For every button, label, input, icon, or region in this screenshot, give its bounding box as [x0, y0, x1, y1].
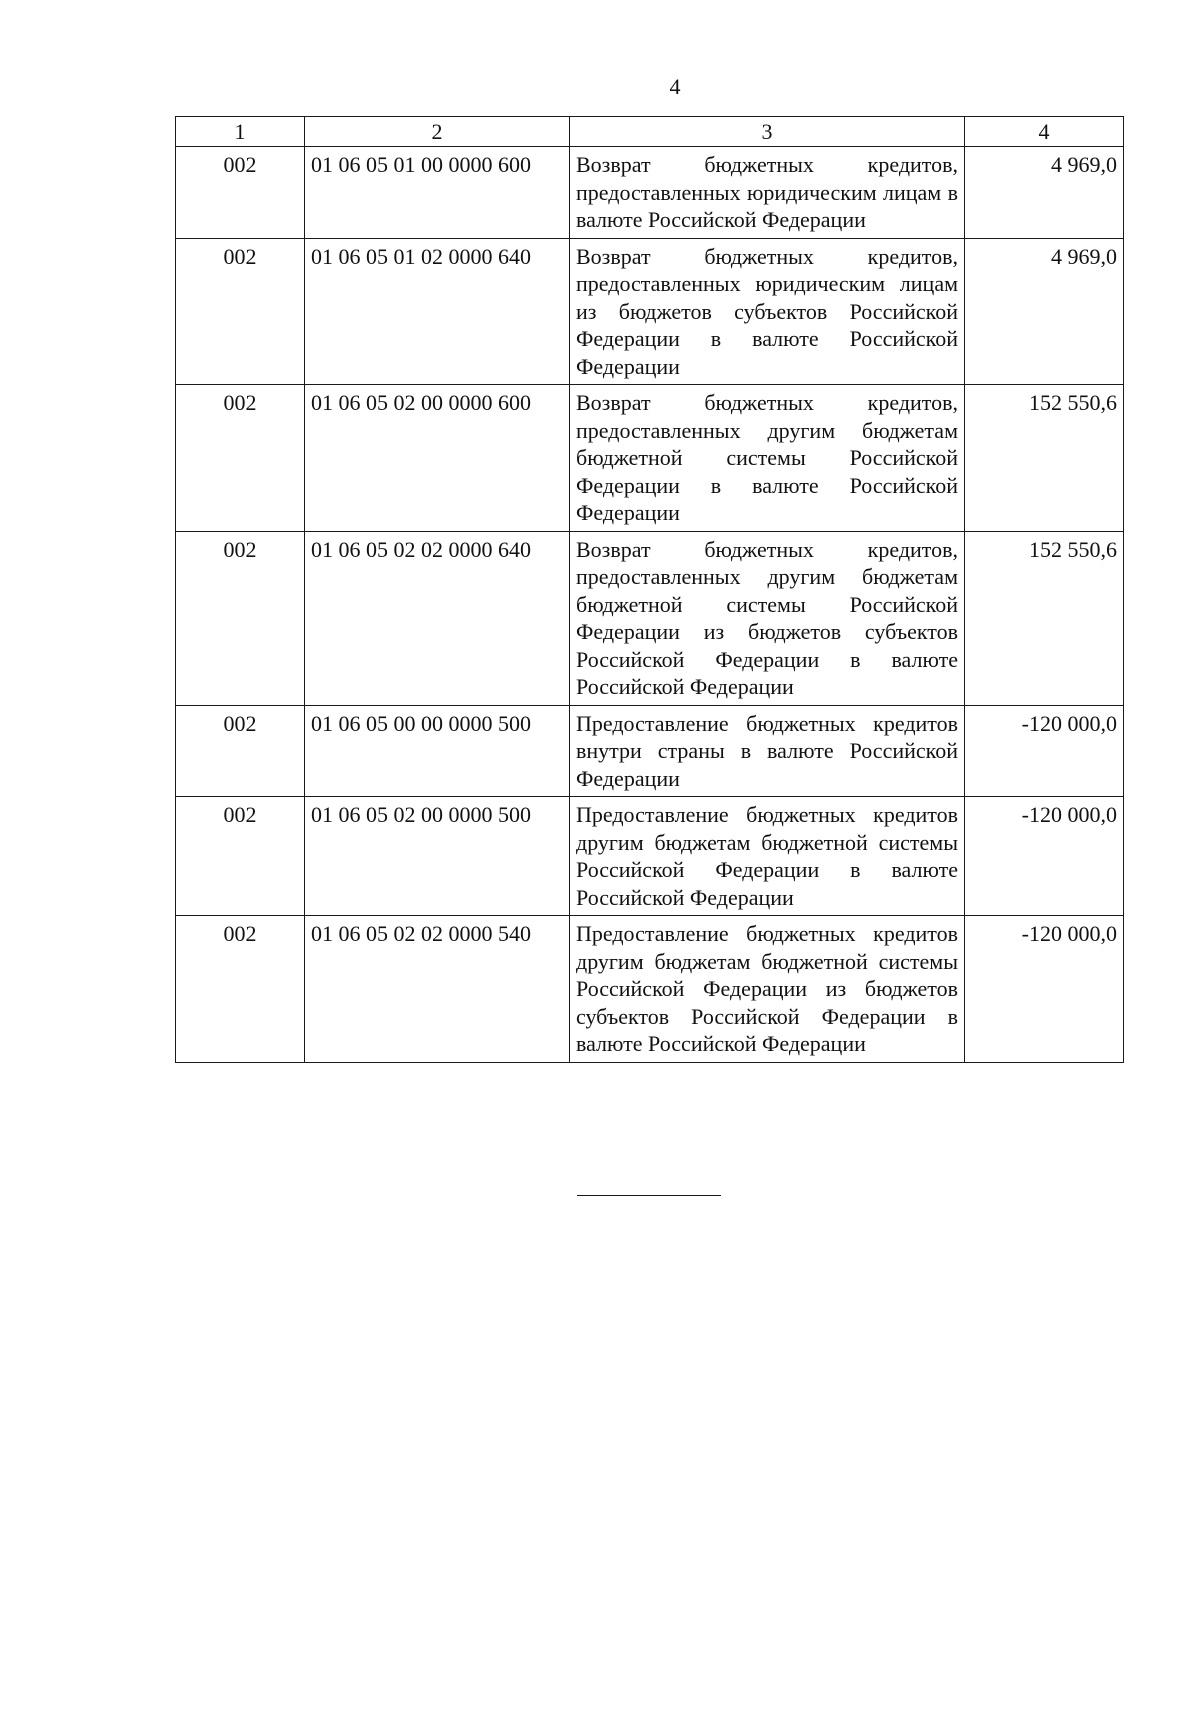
description-cell: Предоставление бюджетных кредитов другим бюджетам бюджетной системы Российской Федерации в валюте Российской Федерации	[570, 797, 965, 916]
amount-cell: 152 550,6	[965, 531, 1124, 705]
admin-code-cell: 002	[176, 238, 305, 385]
budget-code-cell: 01 06 05 00 00 0000 500	[305, 705, 570, 797]
budget-code-cell: 01 06 05 01 00 0000 600	[305, 147, 570, 239]
admin-code-cell: 002	[176, 147, 305, 239]
budget-code-cell: 01 06 05 01 02 0000 640	[305, 238, 570, 385]
budget-code-cell: 01 06 05 02 02 0000 640	[305, 531, 570, 705]
amount-cell: -120 000,0	[965, 797, 1124, 916]
table-row	[176, 797, 1124, 916]
table-row	[176, 147, 1124, 239]
end-of-table-rule	[577, 1195, 721, 1196]
column-header-4: 4	[965, 117, 1124, 147]
description-cell: Возврат бюджетных кредитов, предоставленных другим бюджетам бюджетной системы Российской Федерации из бюджетов субъектов Российской Федерации в валюте Российской Федерации	[570, 531, 965, 705]
table-row	[176, 531, 1124, 705]
table-row	[176, 705, 1124, 797]
page-number: 4	[669, 74, 681, 99]
description-cell: Возврат бюджетных кредитов, предоставленных юридическим лицам в валюте Российской Федерации	[570, 147, 965, 239]
budget-code-cell: 01 06 05 02 00 0000 500	[305, 797, 570, 916]
admin-code-cell: 002	[176, 705, 305, 797]
description-cell: Предоставление бюджетных кредитов внутри страны в валюте Российской Федерации	[570, 705, 965, 797]
amount-cell: 4 969,0	[965, 238, 1124, 385]
description-cell: Возврат бюджетных кредитов, предоставленных другим бюджетам бюджетной системы Российской Федерации в валюте Российской Федерации	[570, 385, 965, 532]
budget-code-cell: 01 06 05 02 00 0000 600	[305, 385, 570, 532]
table-row	[176, 385, 1124, 532]
budget-sources-table	[175, 116, 1124, 1063]
header-row	[176, 117, 1124, 147]
table-row	[176, 238, 1124, 385]
column-header-2: 2	[305, 117, 570, 147]
amount-cell: -120 000,0	[965, 916, 1124, 1063]
admin-code-cell: 002	[176, 385, 305, 532]
admin-code-cell: 002	[176, 531, 305, 705]
budget-code-cell: 01 06 05 02 02 0000 540	[305, 916, 570, 1063]
amount-cell: -120 000,0	[965, 705, 1124, 797]
description-cell: Предоставление бюджетных кредитов другим бюджетам бюджетной системы Российской Федерации из бюджетов субъектов Российской Федерации в валюте Российской Федерации	[570, 916, 965, 1063]
table-row	[176, 916, 1124, 1063]
amount-cell: 152 550,6	[965, 385, 1124, 532]
description-cell: Возврат бюджетных кредитов, предоставленных юридическим лицам из бюджетов субъектов Российской Федерации в валюте Российской Федерации	[570, 238, 965, 385]
admin-code-cell: 002	[176, 916, 305, 1063]
admin-code-cell: 002	[176, 797, 305, 916]
amount-cell: 4 969,0	[965, 147, 1124, 239]
column-header-3: 3	[570, 117, 965, 147]
column-header-1: 1	[176, 117, 305, 147]
